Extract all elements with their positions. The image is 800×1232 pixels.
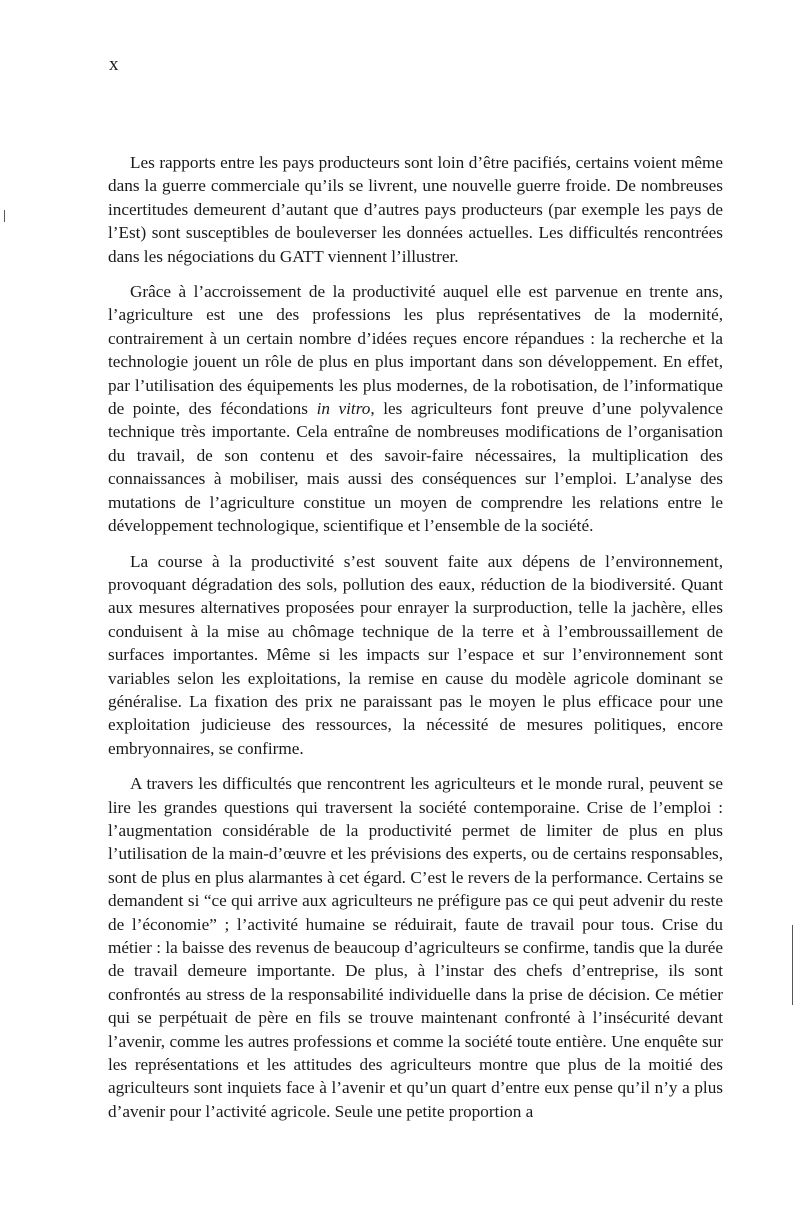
margin-mark-left [4, 210, 5, 222]
paragraph-productivity [108, 280, 723, 537]
paragraph-productivity-part-2: , les agriculteurs font preuve d’une polyvalence technique très importante. Cela entraîne de nombreuses modifications de l’organisation du travail, de son contenu et des savoir-faire nécessaires, la multiplication des connaissances à mobiliser, mais aussi des conséquences sur l’emploi. L’analyse des mutations de l’agriculture constitue un moyen de comprendre les relations entre le développement technologique, scientifique et l’ensemble de la société. [108, 399, 723, 536]
paragraph-crisis: A travers les difficultés que rencontrent les agriculteurs et le monde rural, peuvent se lire les grandes questions qui traversent la société contemporaine. Crise de l’emploi : l’augmentation considérable de la productivité permet de limiter de plus en plus l’utilisation de la main-d’œuvre et les prévisions des experts, ou de certains responsables, sont de plus en plus alarmantes à cet égard. C’est le revers de la performance. Certains se demandent si “ce qui arrive aux agriculteurs ne préfigure pas ce qui peut advenir du reste de l’économie” ; l’activité humaine se réduirait, faute de travail pour tous. Crise du métier : la baisse des revenus de beaucoup d’agriculteurs se confirme, tandis que la durée de travail demeure importante. De plus, à l’instar des chefs d’entreprise, ils sont confrontés au stress de la responsabilité individuelle dans la prise de décision. Ce métier qui se perpétuait de père en fils se trouve maintenant confronté à l’insécurité devant l’avenir, comme les autres professions et comme la société toute entière. Une enquête sur les représentations et les attitudes des agriculteurs montre que plus de la moitié des agriculteurs sont inquiets face à l’avenir et qu’un quart d’entre eux pense qu’il n’y a plus d’avenir pour l’activité agricole. Seule une petite proportion a [108, 774, 723, 1121]
paragraph-productivity-part-1: Grâce à l’accroissement de la productivité auquel elle est parvenue en trente ans, l’agriculture est une des professions les plus représentatives de la modernité, contrairement à un certain nombre d’idées reçues encore répandues : la recherche et la technologie jouent un rôle de plus en plus important dans son développement. En effet, par l’utilisation des équipements les plus modernes, de la robotisation, de l’informatique de pointe, des fécondations [108, 282, 723, 419]
in-vitro-italic: in vitro [316, 399, 371, 419]
margin-mark-right [792, 925, 793, 1005]
paragraph-environment: La course à la productivité s’est souvent faite aux dépens de l’environnement, provoquant dégradation des sols, pollution des eaux, réduction de la biodiversité. Quant aux mesures alternatives proposées pour enrayer la surproduction, telle la jachère, elles conduisent à la mise au chômage technique de la terre et à l’embroussaillement de surfaces importantes. Même si les impacts sur l’espace et sur l’environnement sont variables selon les exploitations, la remise en cause du modèle agricole dominant se généralise. La fixation des prix ne paraissant pas le moyen le plus efficace pour une exploitation judicieuse des ressources, la nécessité de mesures politiques, encore embryonnaires, se confirme. [108, 551, 723, 758]
paragraph-gatt: Les rapports entre les pays producteurs sont loin d’être pacifiés, certains voient même dans la guerre commerciale qu’ils se livrent, une nouvelle guerre froide. De nombreuses incertitudes demeurent d’autant que d’autres pays producteurs (par exemple les pays de l’Est) sont susceptibles de bouleverser les données actuelles. Les difficultés rencontrées dans les négociations du GATT viennent l’illustrer. [108, 153, 723, 266]
body-text [108, 151, 723, 1135]
page-number: x [109, 54, 120, 75]
